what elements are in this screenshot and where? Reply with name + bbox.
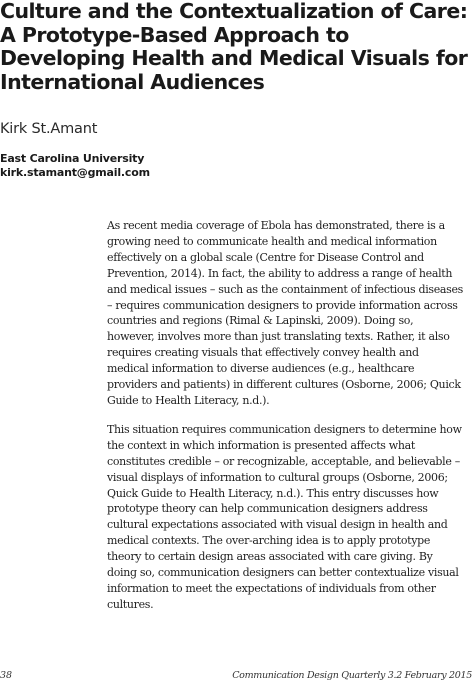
- body-paragraph-2: This situation requires communication designers to determine how the context in which information is presented affects what constitutes credible – or recognizable, acceptable, and believable – visual displays of information to cultural groups (Osborne, 2006; Quick Guide to Health Literacy, n.d.). This entry discusses how prototype theory can help communication designers address cultural expectations associated with visual design in health and medical contexts. The over-arching idea is to apply prototype theory to certain design areas associated with care giving. By doing so, communication designers can better contextualize visual information to meet the expectations of individuals from other cultures.: [107, 422, 462, 611]
- body-paragraph-1: As recent media coverage of Ebola has demonstrated, there is a growing need to communicate health and medical information effectively on a global scale (Centre for Disease Control and Prevention, 2014). In fact, the ability to address a range of health and medical issues – such as the containment of infectious diseases – requires communication designers to provide information across countries and regions (Rimal & Lapinski, 2009). Doing so, however, involves more than just translating texts. Rather, it also requires creating visuals that effectively convey health and medical information to diverse audiences (e.g., healthcare providers and patients) in different cultures (Osborne, 2006; Quick Guide to Health Literacy, n.d.).: [107, 219, 463, 407]
- page-number: 38: [0, 670, 13, 681]
- author-affiliation: East Carolina University: [0, 152, 145, 165]
- author-email: kirk.stamant@gmail.com: [0, 166, 150, 179]
- article-title: Culture and the Contextualization of Care: A Prototype-Based Approach to Developing Health and Medical Visuals for International Audiences: [0, 0, 468, 94]
- body-text: [107, 218, 463, 626]
- author-name: Kirk St.Amant: [0, 121, 98, 137]
- journal-footer: Communication Design Quarterly 3.2 February 2015: [232, 670, 472, 681]
